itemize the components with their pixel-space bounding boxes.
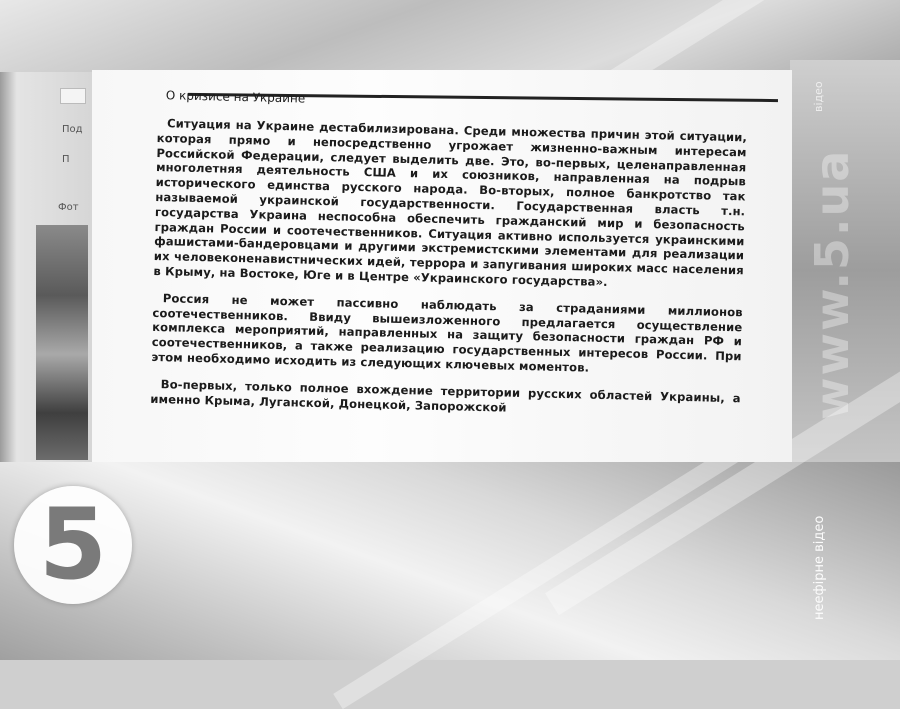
document-paper (92, 70, 792, 462)
document-text (150, 88, 748, 433)
background-photo (36, 225, 88, 460)
document-paragraph: Во-первых, только полное вхождение территории русских областей Украины, а именно Крыма, Луганской, Донецкой, Запорожской (150, 376, 741, 415)
background-top (0, 0, 900, 72)
document-heading: О кризисе на Украине (165, 88, 306, 106)
background-ui-label: Фот (58, 202, 79, 213)
channel-top-tag: відео (812, 81, 825, 112)
channel-5-logo (14, 486, 132, 604)
channel-website-watermark: www.5.ua (805, 148, 859, 420)
channel-tagline: неефірне відео (812, 515, 827, 620)
background-ui-box (60, 88, 86, 104)
channel-logo-number: 5 (38, 488, 108, 602)
background-ui-label: П (62, 154, 70, 165)
background-ui-label: Под (62, 124, 83, 135)
document-paragraph: Россия не может пассивно наблюдать за страданиями миллионов соотечественников. Ввиду вышеизложенного предлагается осуществление комплекса мероприятий, направленных на защиту безопасности граждан РФ и соотечественников, а также реализацию государственных интересов России. При этом необходимо исходить из следующих ключевых моментов. (151, 290, 743, 375)
document-paragraph: Ситуация на Украине дестабилизирована. Среди множества причин этой ситуации, которая прямо и непосредственно угрожает жизненно-важным интересам Российской Федерации, следует выделить две. Это, во-первых, целенаправленная многолетняя деятельность США и их союзников, направленная на подрыв исторического единства русского народа. Во-вторых, полное банкротство так называемой украинской государственности. Государственная власть т.н. государства Украина неспособна обеспечить гражданский мир и безопасность граждан России и соотечественников. Ситуация активно используется украинскими фашистами-бандеровцами и другими экстремистскими элементами для реализации их человеконенавистнических идей, террора и запугивания широких масс населения в Крыму, на Востоке, Юге и в Центре «Украинского государства». (153, 116, 748, 290)
